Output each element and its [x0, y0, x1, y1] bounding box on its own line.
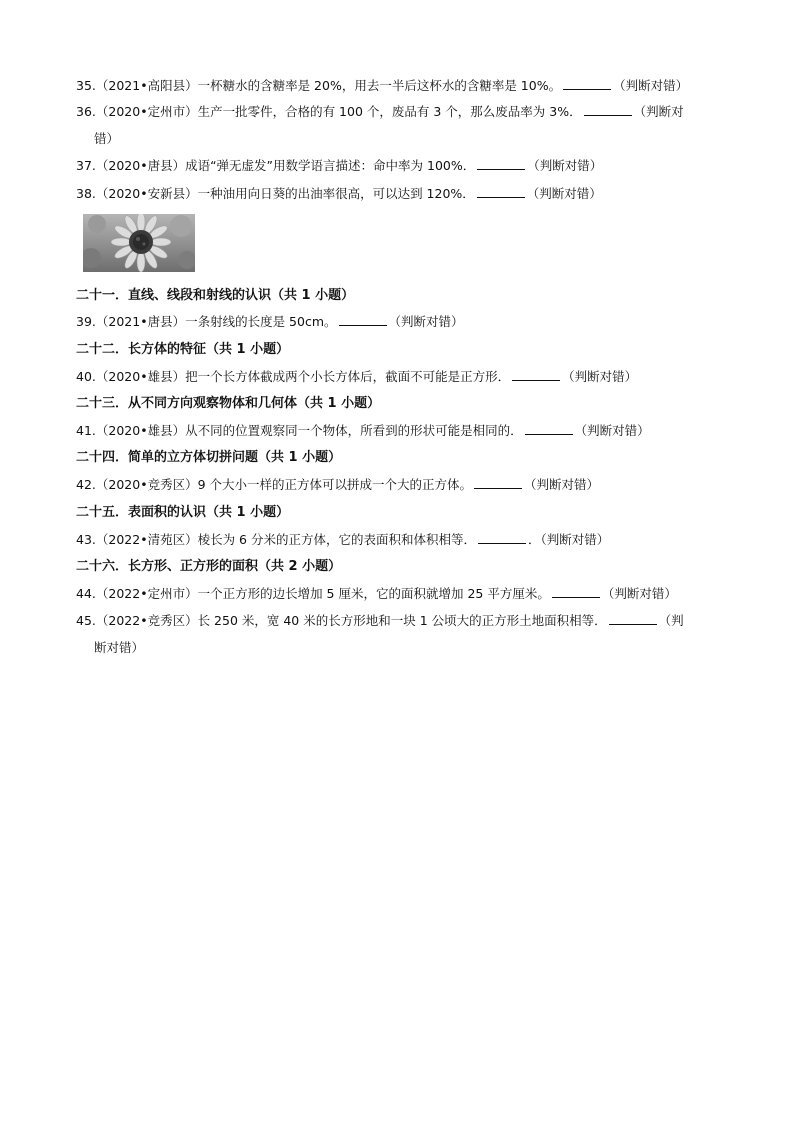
answer-blank[interactable]: [512, 368, 560, 381]
problem-45-continued: 断对错）: [94, 640, 145, 655]
answer-blank[interactable]: [525, 422, 573, 435]
sunflower-photo: [83, 214, 195, 272]
problem-40: 40.（2020•雄县）把一个长方体截成两个小长方体后，截面不可能是正方形． （判断对错）: [76, 369, 638, 384]
problem-45: 45.（2022•竞秀区）长 250 米，宽 40 米的长方形地和一块 1 公顷大的正方形土地面积相等． （判: [76, 613, 684, 628]
problem-43: 43.（2022•清苑区）棱长为 6 分米的正方体，它的表面积和体积相等． ．（判断对错）: [76, 532, 610, 547]
section-heading-23: 二十三．从不同方向观察物体和几何体（共 1 小题）: [76, 396, 381, 411]
answer-blank[interactable]: [609, 612, 657, 625]
problem-35: 35.（2021•高阳县）一杯糖水的含糖率是 20%，用去一半后这杯水的含糖率是 10%。 （判断对错）: [76, 78, 689, 93]
answer-blank[interactable]: [477, 185, 525, 198]
problem-39: 39.（2021•唐县）一条射线的长度是 50cm。 （判断对错）: [76, 314, 464, 329]
section-heading-21: 二十一．直线、线段和射线的认识（共 1 小题）: [76, 288, 355, 303]
section-heading-24: 二十四．简单的立方体切拼问题（共 1 小题）: [76, 450, 342, 465]
problem-42: 42.（2020•竞秀区）9 个大小一样的正方体可以拼成一个大的正方体。 （判断对错）: [76, 477, 600, 492]
answer-blank[interactable]: [552, 585, 600, 598]
answer-blank[interactable]: [563, 77, 611, 90]
section-heading-22: 二十二．长方体的特征（共 1 小题）: [76, 342, 290, 357]
answer-blank[interactable]: [478, 531, 526, 544]
problem-36-continued: 错）: [94, 131, 120, 146]
section-heading-25: 二十五．表面积的认识（共 1 小题）: [76, 505, 290, 520]
problem-44: 44.（2022•定州市）一个正方形的边长增加 5 厘米，它的面积就增加 25 平方厘米。 （判断对错）: [76, 586, 677, 601]
answer-blank[interactable]: [477, 157, 525, 170]
problem-36: 36.（2020•定州市）生产一批零件，合格的有 100 个，废品有 3 个，那么废品率为 3%． （判断对: [76, 104, 684, 119]
sunflower-image: [83, 214, 195, 272]
problem-38: 38.（2020•安新县）一种油用向日葵的出油率很高，可以达到 120%． （判断对错）: [76, 186, 602, 201]
section-heading-26: 二十六．长方形、正方形的面积（共 2 小题）: [76, 559, 342, 574]
problem-37: 37.（2020•唐县）成语“弹无虚发”用数学语言描述：命中率为 100%． （判断对错）: [76, 158, 603, 173]
problem-41: 41.（2020•雄县）从不同的位置观察同一个物体，所看到的形状可能是相同的． （判断对错）: [76, 423, 650, 438]
answer-blank[interactable]: [339, 313, 387, 326]
answer-blank[interactable]: [584, 103, 632, 116]
answer-blank[interactable]: [474, 476, 522, 489]
